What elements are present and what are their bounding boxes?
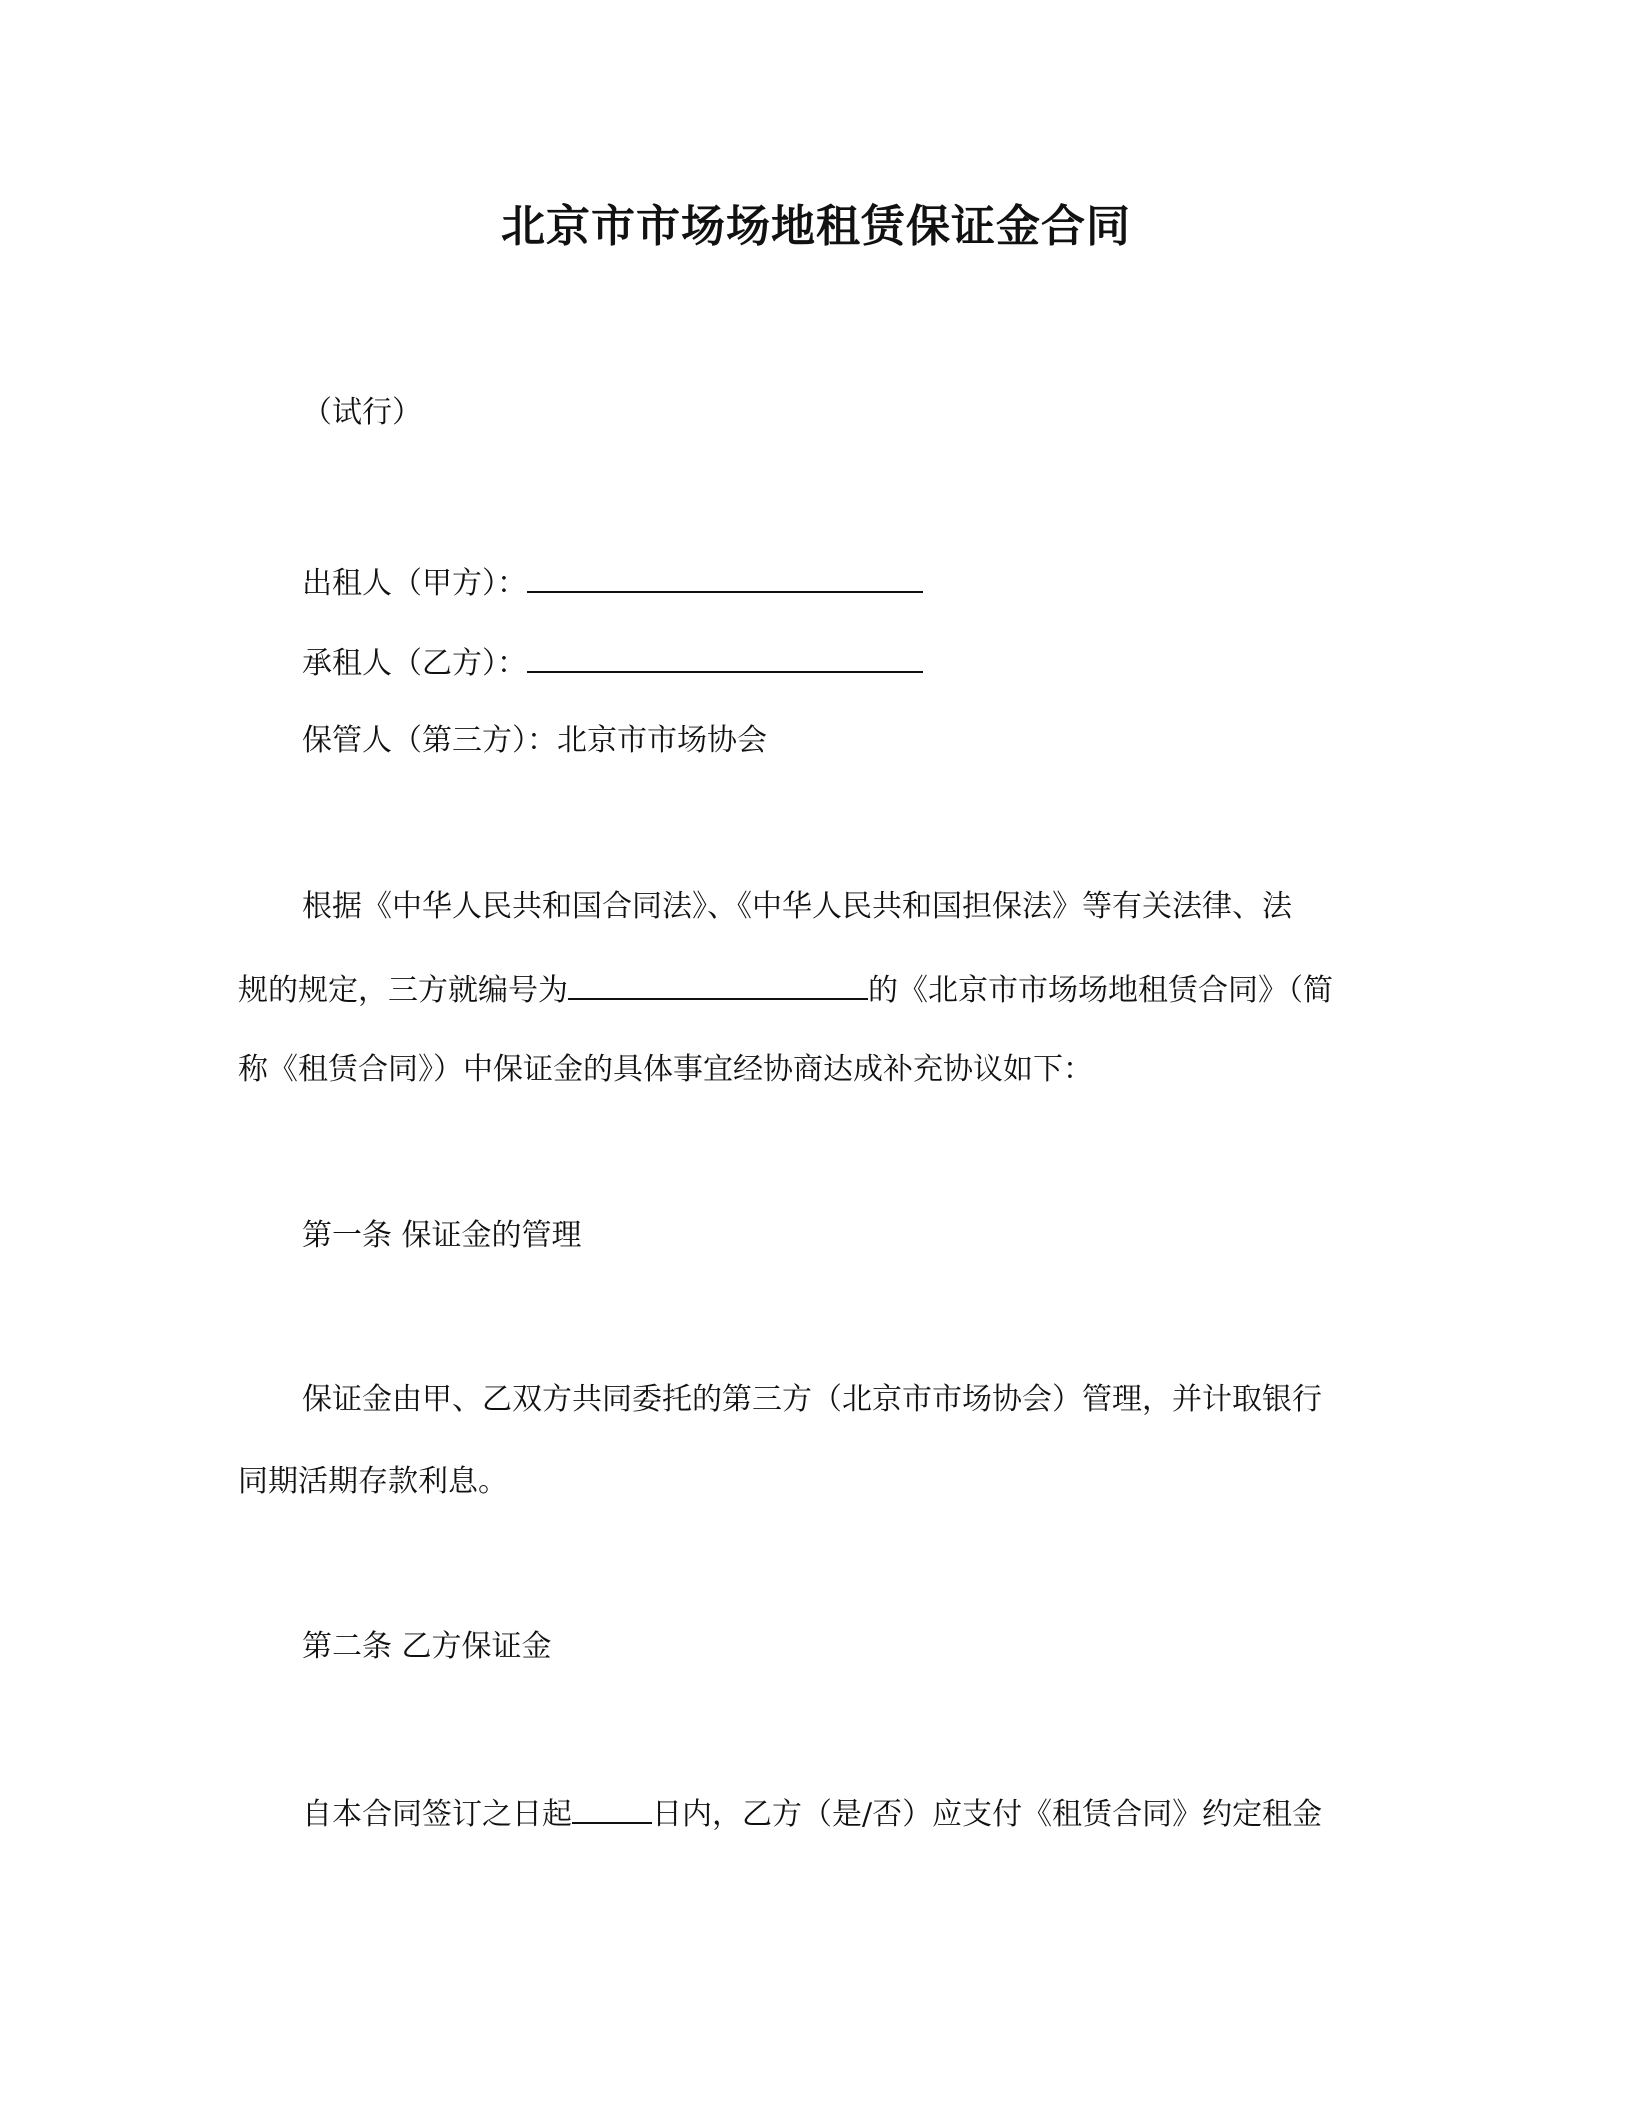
preamble-line-2-after: 的《北京市市场场地租赁合同》（简 — [868, 973, 1333, 1008]
preamble-line-1: 根据《中华人民共和国合同法》、《中华人民共和国担保法》等有关法律、法 — [302, 889, 1292, 924]
lessor-label: 出租人（甲方）： — [302, 566, 527, 601]
lessor-line — [302, 561, 923, 604]
days-blank[interactable] — [572, 1792, 652, 1824]
article-1-heading: 第一条 保证金的管理 — [302, 1218, 582, 1253]
lessee-name-blank[interactable] — [527, 641, 923, 673]
preamble-line-2-before: 规的规定，三方就编号为 — [238, 973, 568, 1008]
document-title: 北京市市场场地租赁保证金合同 — [501, 201, 1131, 252]
custodian-line — [302, 721, 767, 761]
article-2-line-1-before: 自本合同签订之日起 — [302, 1797, 572, 1832]
preamble-line-3: 称《租赁合同》）中保证金的具体事宜经协商达成补充协议如下： — [238, 1052, 1093, 1087]
custodian-value: 北京市市场协会 — [557, 723, 767, 758]
article-2-line-1 — [302, 1792, 1322, 1835]
article-1-line-1: 保证金由甲、乙双方共同委托的第三方（北京市市场协会）管理，并计取银行 — [302, 1382, 1322, 1417]
document-subtitle: （试行） — [302, 395, 422, 430]
article-1-line-2: 同期活期存款利息。 — [238, 1464, 508, 1499]
lessee-line — [302, 641, 923, 684]
custodian-label: 保管人（第三方）： — [302, 723, 557, 758]
lessor-name-blank[interactable] — [527, 561, 923, 593]
contract-number-blank[interactable] — [568, 968, 868, 1000]
lessee-label: 承租人（乙方）： — [302, 646, 527, 681]
article-2-heading: 第二条 乙方保证金 — [302, 1629, 552, 1664]
preamble-line-2 — [238, 968, 1333, 1011]
article-2-line-1-after: 日内，乙方（是/否）应支付《租赁合同》约定租金 — [652, 1797, 1323, 1832]
